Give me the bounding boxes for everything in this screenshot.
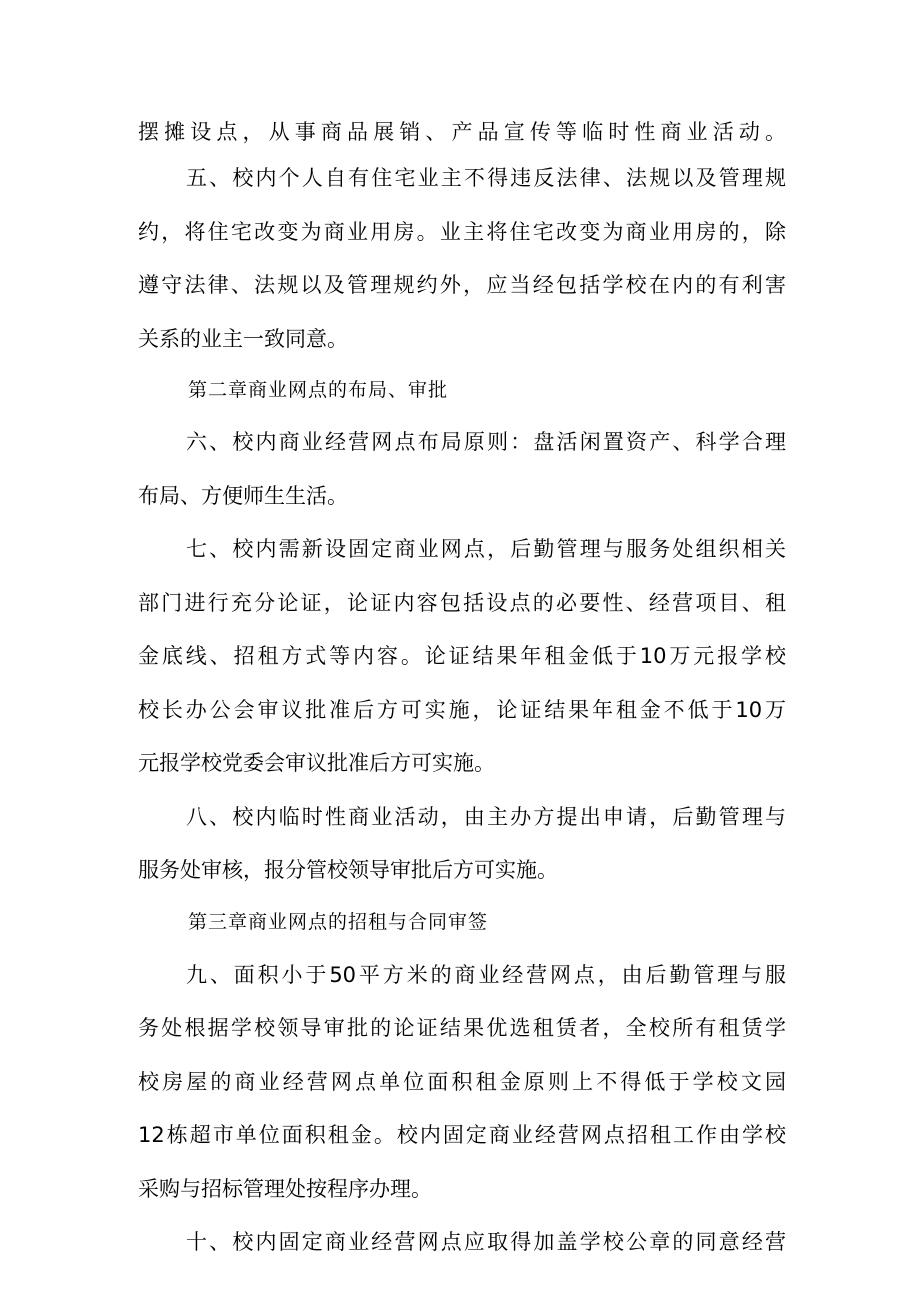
paragraph-4-line-end: 摆摊设点，从事商品展销、产品宣传等临时性商业活动。 xyxy=(138,120,786,144)
paragraph-7-line-1: 七、校内需新设固定商业网点，后勤管理与服务处组织相关 xyxy=(186,537,786,561)
paragraph-5-line-2: 约，将住宅改变为商业用房。业主将住宅改变为商业用房的，除 xyxy=(138,220,786,244)
paragraph-8-line-2: 服务处审核，报分管校领导审批后方可实施。 xyxy=(138,858,558,882)
paragraph-6-line-2: 布局、方便师生生活。 xyxy=(138,484,348,508)
paragraph-5-line-3: 遵守法律、法规以及管理规约外，应当经包括学校在内的有利害 xyxy=(138,273,786,297)
paragraph-9-line-4: 12栋超市单位面积租金。校内固定商业经营网点招租工作由学校 xyxy=(138,1123,786,1147)
paragraph-9-line-2: 务处根据学校领导审批的论证结果优选租赁者，全校所有租赁学 xyxy=(138,1016,786,1040)
paragraph-7-line-2: 部门进行充分论证，论证内容包括设点的必要性、经营项目、租 xyxy=(138,591,786,615)
paragraph-6-line-1: 六、校内商业经营网点布局原则：盘活闲置资产、科学合理 xyxy=(186,430,786,454)
paragraph-9-line-3: 校房屋的商业经营网点单位面积租金原则上不得低于学校文园 xyxy=(138,1070,786,1094)
paragraph-9-line-5: 采购与招标管理处按程序办理。 xyxy=(138,1177,432,1201)
chapter-3-heading: 第三章商业网点的招租与合同审签 xyxy=(188,911,489,933)
paragraph-5-line-1: 五、校内个人自有住宅业主不得违反法律、法规以及管理规 xyxy=(186,166,786,190)
chapter-2-heading: 第二章商业网点的布局、审批 xyxy=(188,379,449,401)
paragraph-10-line-1: 十、校内固定商业经营网点应取得加盖学校公章的同意经营 xyxy=(186,1230,786,1254)
paragraph-7-line-4: 校长办公会审议批准后方可实施，论证结果年租金不低于10万 xyxy=(138,698,786,722)
paragraph-7-line-5: 元报学校党委会审议批准后方可实施。 xyxy=(138,751,495,775)
paragraph-7-line-3: 金底线、招租方式等内容。论证结果年租金低于10万元报学校 xyxy=(138,644,786,668)
paragraph-9-line-1: 九、面积小于50平方米的商业经营网点，由后勤管理与服 xyxy=(186,963,786,987)
paragraph-8-line-1: 八、校内临时性商业活动，由主办方提出申请，后勤管理与 xyxy=(186,805,786,829)
paragraph-5-line-4: 关系的业主一致同意。 xyxy=(138,327,348,351)
